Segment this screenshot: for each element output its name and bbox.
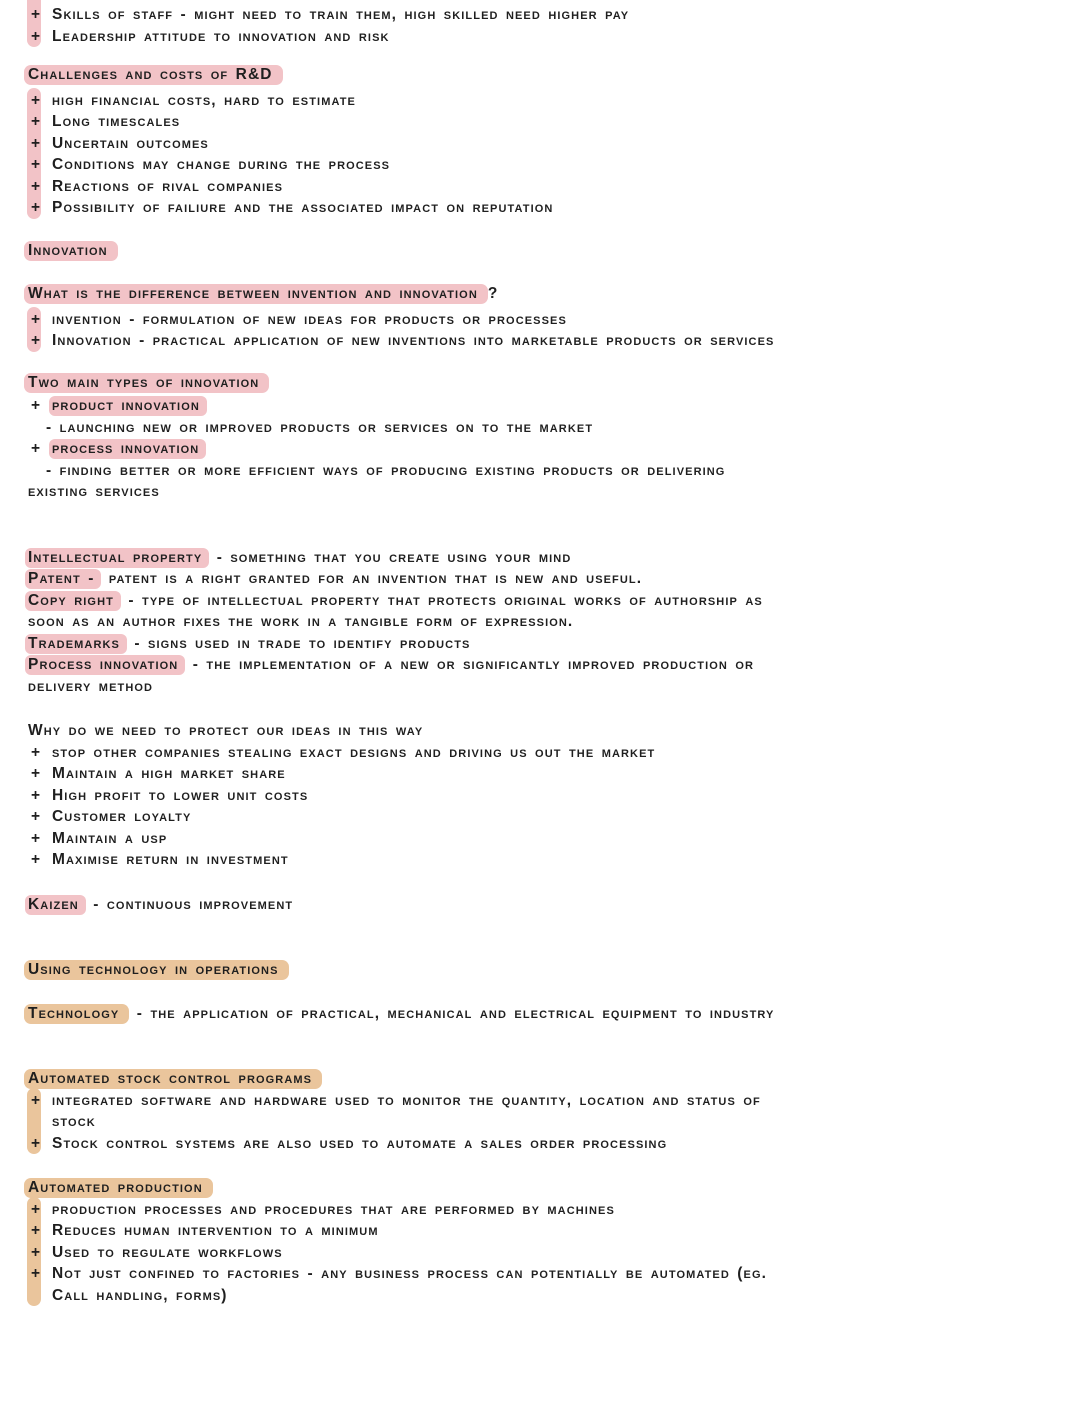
automated-production-section xyxy=(28,1177,1050,1306)
highlighted-heading: Automated stock control programs xyxy=(24,1069,322,1089)
definition-text: - signs used in trade to identify products xyxy=(126,634,471,652)
plus-bullet-icon: + xyxy=(31,786,42,804)
bullet-text: Innovation - practical application of new inventions into marketable products or services xyxy=(52,332,775,349)
kaizen-section xyxy=(28,894,1050,916)
section-heading xyxy=(28,1177,1050,1199)
section-heading xyxy=(28,720,1050,742)
bullet-item xyxy=(28,806,1050,828)
bullet-text: Leadership attitude to innovation and risk xyxy=(52,27,390,45)
highlighted-term: Patent - xyxy=(25,569,101,589)
definition-text: patent is a right granted for an invention that is new and useful. xyxy=(101,570,643,587)
difference-bullet-group xyxy=(28,309,1050,352)
plus-bullet-icon: + xyxy=(31,134,42,152)
plus-bullet-icon: + xyxy=(31,808,42,825)
definition-line xyxy=(28,547,1050,569)
plus-bullet-icon: + xyxy=(31,199,42,216)
bullet-text: Reactions of rival companies xyxy=(52,177,284,195)
definition-text: soon as an author fixes the work in a tangible form of expression. xyxy=(28,613,574,630)
detail-text: existing services xyxy=(28,483,160,500)
section-heading xyxy=(28,372,1050,394)
bullet-item xyxy=(28,763,1050,785)
section-heading xyxy=(28,64,1050,86)
definition-line xyxy=(28,1003,1050,1025)
bullet-item xyxy=(28,154,1050,176)
bullet-item xyxy=(28,742,1050,764)
highlighted-heading: Innovation xyxy=(24,241,118,261)
highlighted-term: process innovation xyxy=(49,439,206,459)
definition-text: - something that you create using your mind xyxy=(209,548,572,566)
plus-bullet-icon: + xyxy=(31,397,42,414)
bullet-text: Not just confined to factories - any business process can potentially be automated (eg. xyxy=(52,1265,768,1282)
definition-line xyxy=(28,894,1050,916)
innovation-section xyxy=(28,240,1050,262)
section-heading xyxy=(28,1068,1050,1090)
bullet-text: Customer loyalty xyxy=(52,808,192,825)
plus-bullet-icon: + xyxy=(31,177,42,195)
bullet-text: stock xyxy=(52,1113,96,1130)
bullet-text: Long timescales xyxy=(52,113,181,130)
bullet-item xyxy=(28,1199,1050,1221)
bullet-item xyxy=(28,785,1050,807)
bullet-text: Possibility of failiure and the associated impact on reputation xyxy=(52,199,554,216)
bullet-item xyxy=(28,828,1050,850)
ip-definitions-section xyxy=(28,547,1050,698)
bullet-item xyxy=(28,438,1050,460)
sub-detail-line xyxy=(28,460,1050,482)
continuation-line xyxy=(28,611,1050,633)
continuation-line xyxy=(28,481,1050,503)
bullet-item xyxy=(28,133,1050,155)
continuation-line xyxy=(28,676,1050,698)
bullet-item xyxy=(28,1133,1050,1155)
highlighted-term: Kaizen xyxy=(25,895,86,915)
plain-heading: Why do we need to protect our ideas in this way xyxy=(28,722,424,739)
plus-bullet-icon: + xyxy=(31,113,42,130)
definition-line xyxy=(28,568,1050,590)
bullet-text: Uncertain outcomes xyxy=(52,134,209,152)
plus-bullet-icon: + xyxy=(31,310,42,328)
plus-bullet-icon: + xyxy=(31,440,42,457)
definition-text: - continuous improvement xyxy=(85,895,294,913)
sub-detail-line xyxy=(28,417,1050,439)
plus-bullet-icon: + xyxy=(31,743,42,761)
bullet-item xyxy=(28,330,1050,352)
detail-text: - launching new or improved products or services on to the market xyxy=(46,418,594,436)
definition-text: - the implementation of a new or significantly improved production or xyxy=(185,656,755,673)
definition-line xyxy=(28,633,1050,655)
bullet-item xyxy=(28,90,1050,112)
bullet-text: production processes and procedures that are performed by machines xyxy=(52,1200,615,1218)
bullet-text: high financial costs, hard to estimate xyxy=(52,91,356,109)
bullet-text: Maintain a high market share xyxy=(52,765,286,782)
definition-text: - the application of practical, mechanical and electrical equipment to industry xyxy=(129,1004,775,1022)
section-heading xyxy=(28,959,1050,981)
bullet-text: Used to regulate workflows xyxy=(52,1243,283,1261)
stock-control-bullet-group xyxy=(28,1090,1050,1155)
highlighted-heading: Automated production xyxy=(24,1178,213,1198)
stock-control-section xyxy=(28,1068,1050,1154)
section-heading xyxy=(28,240,1050,262)
plus-bullet-icon: + xyxy=(31,1091,42,1109)
plus-bullet-icon: + xyxy=(31,829,42,847)
staff-bullet-group xyxy=(28,4,1050,47)
automated-production-bullet-group xyxy=(28,1199,1050,1307)
protect-section xyxy=(28,720,1050,871)
bullet-item xyxy=(28,26,1050,48)
technology-definition xyxy=(28,1003,1050,1025)
bullet-text: Call handling, forms) xyxy=(52,1286,228,1304)
highlighted-heading: Using technology in operations xyxy=(24,960,289,980)
bullet-text: Conditions may change during the process xyxy=(52,156,391,173)
highlighted-heading: What is the difference between invention and innovation xyxy=(24,284,488,304)
definition-line xyxy=(28,654,1050,676)
plus-bullet-icon: + xyxy=(31,6,42,23)
bullet-item xyxy=(28,849,1050,871)
bullet-item xyxy=(28,197,1050,219)
bullet-item xyxy=(28,1263,1050,1285)
definition-text: - type of intellectual property that protects original works of authorship as xyxy=(120,591,763,609)
plus-bullet-icon: + xyxy=(31,1134,42,1152)
two-types-section xyxy=(28,372,1050,503)
plus-bullet-icon: + xyxy=(31,91,42,109)
plus-bullet-icon: + xyxy=(31,332,42,349)
plus-bullet-icon: + xyxy=(31,156,42,173)
bullet-item xyxy=(28,395,1050,417)
bullet-text: integrated software and hardware used to monitor the quantity, location and status of xyxy=(52,1091,761,1109)
highlighted-term: Intellectual property xyxy=(25,548,209,568)
bullet-text: Maximise return in investment xyxy=(52,851,289,868)
bullet-item xyxy=(28,4,1050,26)
bullet-text: stop other companies stealing exact designs and driving us out the market xyxy=(52,743,656,761)
highlighted-term: Process innovation xyxy=(25,655,185,675)
difference-section xyxy=(28,283,1050,352)
highlighted-term: Trademarks xyxy=(25,634,127,654)
plus-bullet-icon: + xyxy=(31,27,42,45)
plus-bullet-icon: + xyxy=(31,1265,42,1282)
bullet-item xyxy=(28,111,1050,133)
plus-bullet-icon: + xyxy=(31,765,42,782)
bullet-text: invention - formulation of new ideas for products or processes xyxy=(52,310,567,328)
bullet-continuation-line xyxy=(28,1285,1050,1307)
plus-bullet-icon: + xyxy=(31,851,42,868)
highlighted-heading: Challenges and costs of R&D xyxy=(24,65,283,85)
highlighted-term: Technology xyxy=(24,1004,129,1024)
bullet-text: Maintain a usp xyxy=(52,829,168,847)
highlighted-term: Copy right xyxy=(25,591,121,611)
bullet-continuation-line xyxy=(28,1111,1050,1133)
definition-line xyxy=(28,590,1050,612)
plus-bullet-icon: + xyxy=(31,1243,42,1261)
using-technology-section xyxy=(28,959,1050,981)
detail-text: - finding better or more efficient ways of producing existing products or delivering xyxy=(46,461,726,479)
plus-bullet-icon: + xyxy=(31,1200,42,1218)
bullet-text: Stock control systems are also used to automate a sales order processing xyxy=(52,1134,668,1152)
challenges-bullet-group xyxy=(28,90,1050,219)
heading-suffix: ? xyxy=(487,285,499,302)
bullet-item xyxy=(28,1242,1050,1264)
highlighted-heading: Two main types of innovation xyxy=(24,373,269,393)
bullet-text: Reduces human intervention to a minimum xyxy=(52,1222,379,1239)
bullet-text: Skills of staff - might need to train them, high skilled need higher pay xyxy=(52,6,630,23)
challenges-section xyxy=(28,64,1050,219)
definition-text: delivery method xyxy=(28,677,154,695)
highlighted-term: product innovation xyxy=(49,396,207,416)
bullet-item xyxy=(28,1090,1050,1112)
bullet-item xyxy=(28,309,1050,331)
section-heading xyxy=(28,283,1050,305)
bullet-item xyxy=(28,176,1050,198)
bullet-text: High profit to lower unit costs xyxy=(52,786,309,804)
plus-bullet-icon: + xyxy=(31,1222,42,1239)
bullet-item xyxy=(28,1220,1050,1242)
